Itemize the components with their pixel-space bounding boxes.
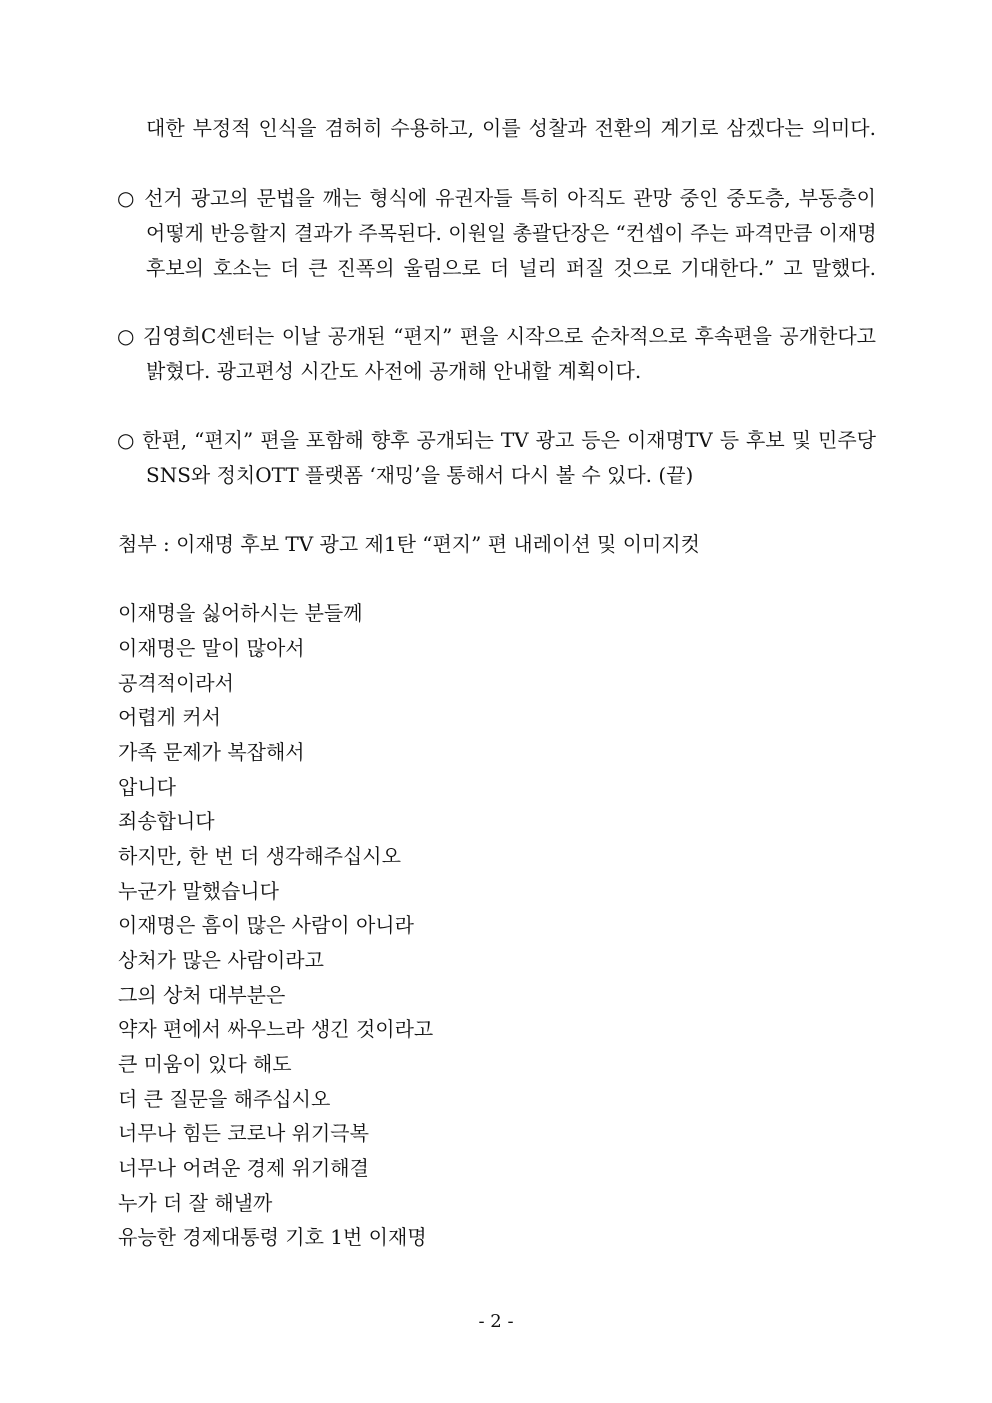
bullet-paragraph-line: 후보의 호소는 더 큰 진폭의 울림으로 더 널리 퍼질 것으로 기대한다.” 고 말했다. — [146, 256, 876, 280]
narration-line: 그의 상처 대부분은 — [118, 983, 286, 1007]
bullet-paragraph-line: ○ 한편, “편지” 편을 포함해 향후 공개되는 TV 광고 등은 이재명TV 등 후보 및 민주당 — [117, 428, 876, 452]
paragraph-continuation-line: 대한 부정적 인식을 겸허히 수용하고, 이를 성찰과 전환의 계기로 삼겠다는 의미다. — [146, 116, 876, 140]
narration-line: 어렵게 커서 — [118, 705, 221, 729]
bullet-paragraph-line: SNS와 정치OTT 플랫폼 ‘재밍’을 통해서 다시 볼 수 있다. (끝) — [146, 463, 694, 487]
bullet-paragraph-line: ○ 선거 광고의 문법을 깨는 형식에 유권자들 특히 아직도 관망 중인 중도층, 부동층이 — [117, 186, 876, 210]
narration-line: 이재명을 싫어하시는 분들께 — [118, 601, 363, 625]
narration-line: 가족 문제가 복잡해서 — [118, 740, 305, 764]
narration-line: 상처가 많은 사람이라고 — [118, 948, 324, 972]
narration-line: 하지만, 한 번 더 생각해주십시오 — [118, 844, 401, 868]
narration-line: 너무나 힘든 코로나 위기극복 — [118, 1121, 369, 1145]
narration-line: 공격적이라서 — [118, 671, 234, 695]
bullet-paragraph-line: 밝혔다. 광고편성 시간도 사전에 공개해 안내할 계획이다. — [146, 359, 642, 383]
bullet-paragraph-line: ○ 김영희C센터는 이날 공개된 “편지” 편을 시작으로 순차적으로 후속편을 공개한다고 — [117, 324, 876, 348]
narration-line: 이재명은 말이 많아서 — [118, 636, 305, 660]
narration-line: 누가 더 잘 해낼까 — [118, 1191, 273, 1215]
narration-line: 더 큰 질문을 해주십시오 — [118, 1087, 331, 1111]
narration-line: 이재명은 흠이 많은 사람이 아니라 — [118, 913, 414, 937]
narration-line: 너무나 어려운 경제 위기해결 — [118, 1156, 369, 1180]
attachment-heading: 첨부 : 이재명 후보 TV 광고 제1탄 “편지” 편 내레이션 및 이미지컷 — [118, 532, 700, 556]
page-number: - 2 - — [478, 1311, 514, 1332]
narration-line: 약자 편에서 싸우느라 생긴 것이라고 — [118, 1017, 434, 1041]
bullet-paragraph-line: 어떻게 반응할지 결과가 주목된다. 이원일 총괄단장은 “컨셉이 주는 파격만큼 이재명 — [146, 221, 877, 245]
narration-line: 유능한 경제대통령 기호 1번 이재명 — [118, 1225, 427, 1249]
narration-line: 죄송합니다 — [118, 809, 215, 833]
narration-line: 압니다 — [118, 775, 176, 799]
narration-line: 큰 미움이 있다 해도 — [118, 1052, 292, 1076]
narration-line: 누군가 말했습니다 — [118, 879, 279, 903]
